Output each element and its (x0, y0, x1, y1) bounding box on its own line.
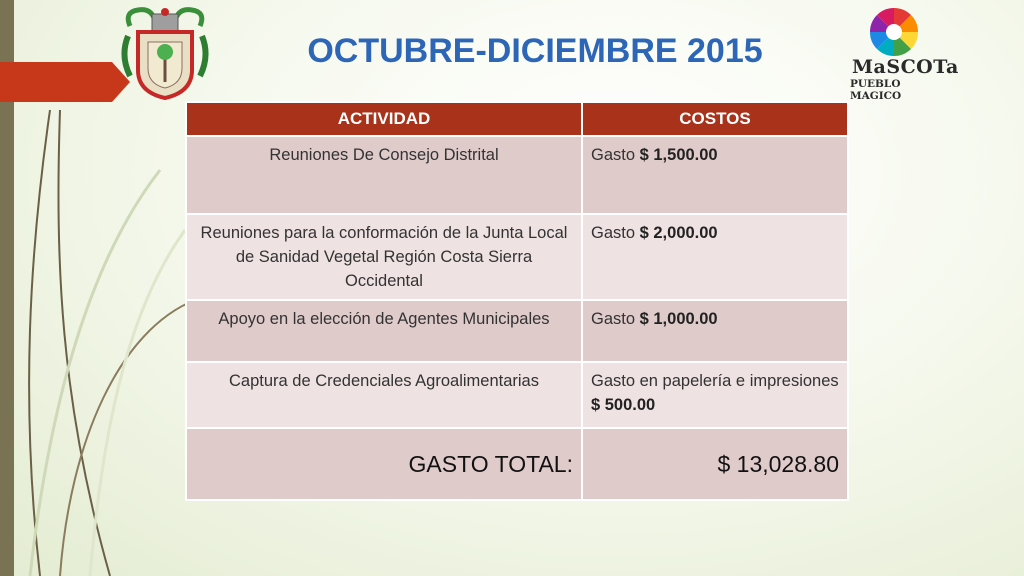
cost-cell (582, 362, 848, 428)
activity-cell: Reuniones para la conformación de la Junta Local de Sanidad Vegetal Región Costa Sierra Occidental (186, 214, 582, 300)
cost-prefix: Gasto (591, 310, 636, 328)
activity-cell: Captura de Credenciales Agroalimentarias (186, 362, 582, 428)
cost-prefix: Gasto (591, 224, 636, 242)
activity-cell: Apoyo en la elección de Agentes Municipales (186, 300, 582, 362)
activity-cell: Reuniones De Consejo Distrital (186, 136, 582, 214)
table-row (186, 362, 848, 428)
cost-amount: $ 1,000.00 (639, 310, 718, 328)
header-actividad: ACTIVIDAD (186, 102, 582, 136)
cost-amount: $ 2,000.00 (639, 224, 718, 242)
cost-prefix: Gasto (591, 146, 636, 164)
logo-text-pueblo-magico: PUEBLO MAGICO (850, 78, 902, 102)
cost-prefix: Gasto en papelería e impresiones (591, 372, 839, 390)
municipal-crest-icon (120, 6, 210, 100)
logo-text-mascota: MaSCOTa (852, 56, 959, 78)
cost-cell (582, 300, 848, 362)
cost-cell (582, 136, 848, 214)
page-title: OCTUBRE-DICIEMBRE 2015 (307, 32, 763, 70)
table-row (186, 214, 848, 300)
cost-cell (582, 214, 848, 300)
table-row (186, 136, 848, 214)
left-arrow-shape (0, 62, 130, 102)
total-row (186, 428, 848, 500)
cost-amount: $ 1,500.00 (639, 146, 718, 164)
total-value: $ 13,028.80 (582, 428, 848, 500)
table-header-row (186, 102, 848, 136)
table-row (186, 300, 848, 362)
total-label: GASTO TOTAL: (186, 428, 582, 500)
cost-amount: $ 500.00 (591, 396, 656, 414)
costs-table (185, 101, 849, 501)
header-costos: COSTOS (582, 102, 848, 136)
